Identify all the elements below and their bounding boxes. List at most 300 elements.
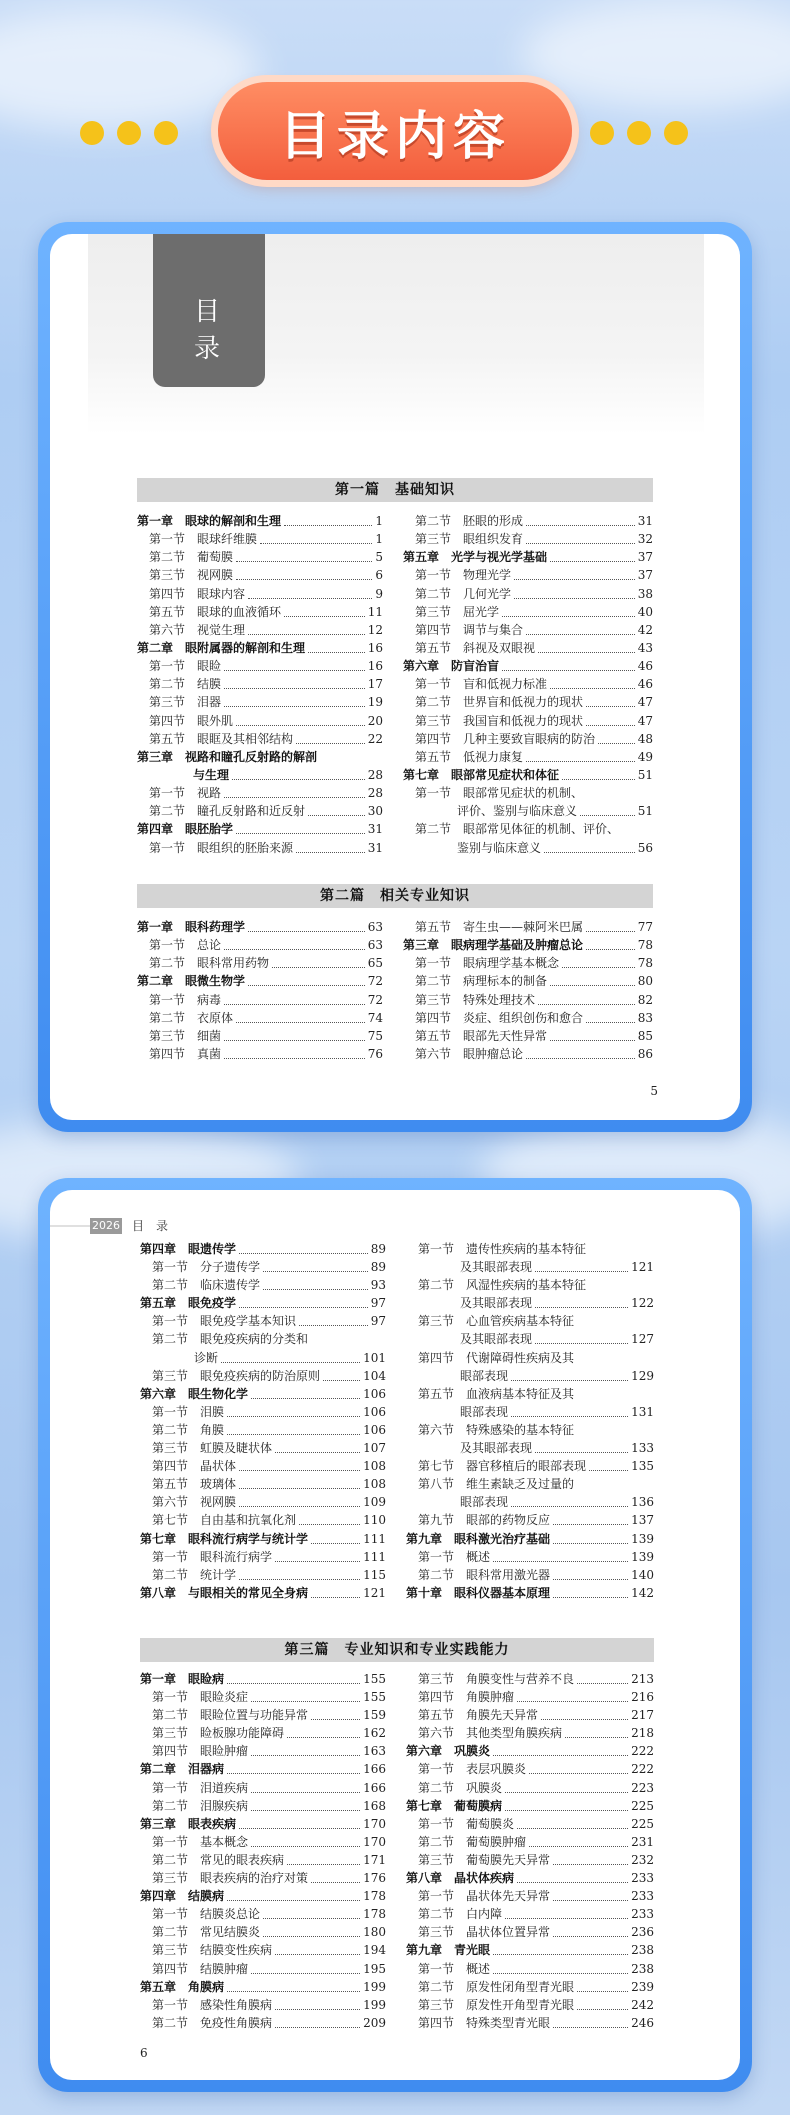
leader-dots <box>224 1022 365 1041</box>
toc-column <box>403 512 653 857</box>
leader-dots <box>239 1452 360 1471</box>
leader-dots <box>236 707 365 726</box>
leader-dots <box>308 797 365 816</box>
leader-dots <box>598 725 635 744</box>
entry-title: 第五节 眼眶及其相邻结构 <box>149 731 294 746</box>
entry-title: 第六节 其他类型角膜疾病 <box>418 1726 563 1741</box>
toc-section-entry <box>406 1403 654 1421</box>
leader-dots <box>526 525 635 544</box>
toc-section-entry <box>406 1457 654 1475</box>
entry-title: 第三节 细菌 <box>149 1028 222 1043</box>
leader-dots <box>248 967 365 986</box>
entry-title: 第六章 巩膜炎 <box>406 1744 491 1759</box>
entry-title: 第五节 血液病基本特征及其 <box>418 1386 575 1401</box>
leader-dots <box>517 1683 628 1702</box>
leader-dots <box>526 616 635 635</box>
entry-title: 第一节 眼免疫学基本知识 <box>152 1314 297 1329</box>
leader-dots <box>236 543 372 562</box>
entry-page-number: 42 <box>637 622 653 637</box>
entry-page-number: 225 <box>631 1816 654 1831</box>
page-number: 5 <box>650 1084 658 1098</box>
decorative-dot <box>117 121 141 145</box>
entry-title: 第四节 眼球内容 <box>149 586 246 601</box>
leader-dots <box>263 1918 360 1937</box>
leader-dots <box>553 1918 628 1937</box>
entry-title: 评价、鉴别与临床意义 <box>457 804 578 819</box>
entry-title: 第二节 原发性闭角型青光眼 <box>418 1979 575 1994</box>
leader-dots <box>505 1792 628 1811</box>
entry-page-number: 89 <box>370 1242 386 1256</box>
entry-title: 第四节 晶状体 <box>152 1459 237 1474</box>
entry-page-number: 166 <box>363 1762 386 1777</box>
entry-title: 诊断 <box>194 1350 219 1365</box>
leader-dots <box>586 931 635 950</box>
leader-dots <box>526 743 635 762</box>
decorative-dot <box>590 121 614 145</box>
entry-title: 第二章 泪器病 <box>140 1762 225 1777</box>
leader-dots <box>239 1810 360 1829</box>
leader-dots <box>299 1506 360 1525</box>
entry-page-number: 106 <box>363 1386 386 1401</box>
leader-dots <box>232 761 365 780</box>
entry-title: 第六节 特殊感染的基本特征 <box>418 1422 575 1437</box>
entry-title: 第五节 眼球的血液循环 <box>149 604 282 619</box>
entry-page-number: 78 <box>637 938 653 953</box>
entry-title: 及其眼部表现 <box>460 1296 533 1311</box>
leader-dots <box>493 1543 628 1562</box>
entry-title: 第一章 眼科药理学 <box>137 920 246 934</box>
entry-title: 第三节 原发性开角型青光眼 <box>418 1997 575 2012</box>
entry-page-number: 75 <box>367 1028 383 1043</box>
leader-dots <box>529 1828 628 1847</box>
entry-page-number: 131 <box>631 1404 654 1419</box>
entry-page-number: 178 <box>363 1889 386 1904</box>
leader-dots <box>275 2009 360 2028</box>
entry-page-number: 233 <box>631 1907 654 1922</box>
entry-title: 第一节 概述 <box>418 1549 491 1564</box>
leader-dots <box>323 1362 360 1381</box>
entry-title: 第一节 结膜炎总论 <box>152 1907 261 1922</box>
entry-page-number: 93 <box>370 1278 386 1293</box>
entry-title: 第二节 常见的眼表疾病 <box>152 1852 285 1867</box>
toc-section-entry <box>137 839 383 857</box>
entry-title: 第六节 视觉生理 <box>149 622 246 637</box>
entry-title: 第二节 风湿性疾病的基本特征 <box>418 1278 587 1293</box>
entry-page-number: 242 <box>631 1997 654 2012</box>
leader-dots <box>553 1882 628 1901</box>
leader-dots <box>272 949 365 968</box>
entry-title: 第一节 眼睑 <box>149 659 222 674</box>
entry-page-number: 47 <box>637 713 653 728</box>
entry-title: 第三节 视网膜 <box>149 568 234 583</box>
entry-title: 第三节 眼免疫疾病的防治原则 <box>152 1368 321 1383</box>
toc-section-entry <box>406 1330 654 1348</box>
toc-chapter-entry <box>140 1584 386 1602</box>
leader-dots <box>550 670 635 689</box>
entry-page-number: 101 <box>363 1350 386 1365</box>
entry-title: 第一节 泪道疾病 <box>152 1780 249 1795</box>
leader-dots <box>538 986 635 1005</box>
entry-page-number: 163 <box>363 1744 386 1759</box>
leader-dots <box>589 1452 628 1471</box>
entry-page-number: 17 <box>367 677 383 692</box>
entry-page-number: 46 <box>637 659 653 674</box>
entry-title: 第一节 基本概念 <box>152 1834 249 1849</box>
entry-page-number: 16 <box>367 659 383 674</box>
leader-dots <box>275 1434 360 1453</box>
leader-dots <box>239 1488 360 1507</box>
entry-page-number: 110 <box>363 1513 386 1528</box>
entry-page-number: 30 <box>367 804 383 819</box>
entry-page-number: 108 <box>363 1459 386 1474</box>
leader-dots <box>535 1325 628 1344</box>
entry-title: 第七章 葡萄膜病 <box>406 1798 503 1813</box>
entry-title: 第九章 眼科激光治疗基础 <box>406 1531 551 1546</box>
entry-title: 第三节 泪器 <box>149 695 222 710</box>
leader-dots <box>511 1488 628 1507</box>
leader-dots <box>221 1344 360 1363</box>
entry-page-number: 170 <box>363 1816 386 1831</box>
entry-title: 第二节 临床遗传学 <box>152 1278 261 1293</box>
leader-dots <box>580 797 635 816</box>
leader-dots <box>236 1004 365 1023</box>
entry-page-number: 11 <box>367 604 383 619</box>
leader-dots <box>251 1737 360 1756</box>
entry-title: 第一节 晶状体先天异常 <box>418 1889 551 1904</box>
leader-dots <box>311 1579 360 1598</box>
leader-dots <box>224 688 365 707</box>
header-rule <box>50 1225 90 1227</box>
entry-page-number: 222 <box>631 1762 654 1777</box>
entry-page-number: 107 <box>363 1441 386 1456</box>
toc-section-entry <box>403 802 653 820</box>
entry-page-number: 28 <box>367 767 383 782</box>
entry-page-number: 47 <box>637 695 653 710</box>
entry-page-number: 140 <box>631 1567 654 1582</box>
entry-page-number: 65 <box>367 956 383 971</box>
leader-dots <box>251 1683 360 1702</box>
entry-page-number: 176 <box>363 1871 386 1886</box>
leader-dots <box>553 1525 628 1544</box>
toc-chapter-entry <box>403 766 653 784</box>
part-title: 第三篇 专业知识和专业实践能力 <box>140 1638 654 1662</box>
entry-title: 第四章 眼遗传学 <box>140 1242 237 1256</box>
entry-page-number: 142 <box>631 1585 654 1600</box>
entry-page-number: 162 <box>363 1726 386 1741</box>
entry-page-number: 43 <box>637 640 653 655</box>
leader-dots <box>535 1253 628 1272</box>
leader-dots <box>239 1235 368 1254</box>
leader-dots <box>553 1846 628 1865</box>
leader-dots <box>535 1289 628 1308</box>
entry-page-number: 32 <box>637 532 653 547</box>
leader-dots <box>263 1900 360 1919</box>
entry-title: 第七节 器官移植后的眼部表现 <box>418 1459 587 1474</box>
leader-dots <box>493 1955 628 1974</box>
entry-title: 第三节 特殊处理技术 <box>415 992 536 1007</box>
entry-title: 第三节 心血管疾病基本特征 <box>418 1314 575 1329</box>
entry-title: 第二节 几何光学 <box>415 586 512 601</box>
toc-page-card <box>38 222 752 1132</box>
entry-page-number: 121 <box>631 1260 654 1275</box>
entry-title: 第一节 眼睑炎症 <box>152 1690 249 1705</box>
entry-page-number: 216 <box>631 1690 654 1705</box>
leader-dots <box>248 616 365 635</box>
entry-page-number: 122 <box>631 1296 654 1311</box>
leader-dots <box>577 1991 628 2010</box>
entry-page-number: 178 <box>363 1907 386 1922</box>
toc-column <box>140 1670 386 2032</box>
toc-page <box>50 1190 740 2080</box>
entry-title: 第四节 眼睑肿瘤 <box>152 1744 249 1759</box>
entry-title: 眼部表现 <box>460 1404 509 1419</box>
leader-dots <box>565 1719 628 1738</box>
entry-title: 第二节 葡萄膜 <box>149 550 234 565</box>
entry-title: 第五节 寄生虫——棘阿米巴属 <box>415 920 584 934</box>
entry-page-number: 199 <box>363 1997 386 2012</box>
part-title: 第二篇 相关专业知识 <box>137 884 653 908</box>
toc-section-entry <box>403 839 653 857</box>
entry-page-number: 89 <box>370 1260 386 1275</box>
leader-dots <box>514 580 635 599</box>
leader-dots <box>308 634 365 653</box>
decorative-dot <box>154 121 178 145</box>
entry-page-number: 16 <box>367 640 383 655</box>
leader-dots <box>227 1973 360 1992</box>
entry-title: 第二节 眼科常用激光器 <box>418 1567 551 1582</box>
leader-dots <box>529 1755 628 1774</box>
entry-page-number: 135 <box>631 1459 654 1474</box>
entry-page-number: 246 <box>631 2015 654 2030</box>
entry-title: 鉴别与临床意义 <box>457 840 542 855</box>
leader-dots <box>562 949 635 968</box>
leader-dots <box>284 507 372 526</box>
entry-title: 第一节 概述 <box>418 1961 491 1976</box>
entry-page-number: 86 <box>637 1046 653 1061</box>
entry-title: 第二节 胚眼的形成 <box>415 514 524 528</box>
leader-dots <box>511 1362 628 1381</box>
leader-dots <box>263 1271 368 1290</box>
leader-dots <box>502 652 635 671</box>
leader-dots <box>224 779 365 798</box>
entry-page-number: 20 <box>367 713 383 728</box>
entry-page-number: 19 <box>367 695 383 710</box>
entry-title: 第四节 结膜肿瘤 <box>152 1961 249 1976</box>
entry-title: 第二节 泪腺疾病 <box>152 1798 249 1813</box>
leader-dots <box>517 1864 628 1883</box>
leader-dots <box>263 1253 368 1272</box>
entry-title: 第五节 斜视及双眼视 <box>415 640 536 655</box>
entry-title: 第三节 眼表疾病的治疗对策 <box>152 1871 309 1886</box>
entry-title: 第一节 遗传性疾病的基本特征 <box>418 1242 587 1256</box>
entry-title: 第二节 眼免疫疾病的分类和 <box>152 1332 309 1347</box>
leader-dots <box>224 670 365 689</box>
leader-dots <box>239 1470 360 1489</box>
entry-title: 第五节 角膜先天异常 <box>418 1708 539 1723</box>
leader-dots <box>224 931 365 950</box>
entry-page-number: 133 <box>631 1441 654 1456</box>
entry-page-number: 40 <box>637 604 653 619</box>
entry-page-number: 106 <box>363 1422 386 1437</box>
entry-title: 第三节 屈光学 <box>415 604 500 619</box>
entry-title: 第五章 角膜病 <box>140 1979 225 1994</box>
entry-page-number: 12 <box>367 622 383 637</box>
entry-page-number: 1 <box>375 532 383 547</box>
leader-dots <box>260 525 372 544</box>
entry-page-number: 195 <box>363 1961 386 1976</box>
entry-page-number: 239 <box>631 1979 654 1994</box>
entry-title: 及其眼部表现 <box>460 1332 533 1347</box>
leader-dots <box>541 1701 628 1720</box>
entry-page-number: 155 <box>363 1672 386 1686</box>
entry-page-number: 76 <box>367 1046 383 1061</box>
toc-header-tab: 目 录 <box>153 234 265 387</box>
toc-section-entry <box>406 1258 654 1276</box>
entry-title: 第二节 白内障 <box>418 1907 503 1922</box>
running-page-number: 2026 <box>92 1219 120 1232</box>
leader-dots <box>577 1973 628 1992</box>
entry-page-number: 38 <box>637 586 653 601</box>
leader-dots <box>535 1434 628 1453</box>
leader-dots <box>550 1022 635 1041</box>
entry-title: 第一节 眼科流行病学 <box>152 1549 273 1564</box>
leader-dots <box>299 1307 368 1326</box>
entry-page-number: 37 <box>637 568 653 583</box>
entry-title: 第二节 世界盲和低视力的现状 <box>415 695 584 710</box>
leader-dots <box>227 1416 360 1435</box>
toc-column <box>406 1670 654 2032</box>
entry-title: 第二节 常见结膜炎 <box>152 1925 261 1940</box>
leader-dots <box>553 1506 628 1525</box>
entry-title: 第一节 感染性角膜病 <box>152 1997 273 2012</box>
leader-dots <box>239 1561 360 1580</box>
leader-dots <box>284 598 365 617</box>
leader-dots <box>586 688 635 707</box>
toc-section-entry <box>406 2014 654 2032</box>
entry-title: 第四节 眼外肌 <box>149 713 234 728</box>
toc-section-entry <box>137 1045 383 1063</box>
entry-title: 第一节 物理光学 <box>415 568 512 583</box>
leader-dots <box>586 913 635 932</box>
running-title: 目 录 <box>132 1219 169 1233</box>
toc-column <box>137 512 383 857</box>
entry-page-number: 217 <box>631 1708 654 1723</box>
entry-page-number: 31 <box>367 822 383 837</box>
leader-dots <box>227 1755 360 1774</box>
leader-dots <box>227 1882 360 1901</box>
leader-dots <box>505 1900 628 1919</box>
entry-title: 第九节 眼部的药物反应 <box>418 1513 551 1528</box>
leader-dots <box>514 561 635 580</box>
entry-title: 第二节 瞳孔反射路和近反射 <box>149 804 306 819</box>
entry-page-number: 238 <box>631 1961 654 1976</box>
entry-title: 第三章 眼病理学基础及肿瘤总论 <box>403 938 584 953</box>
entry-page-number: 5 <box>375 550 383 565</box>
entry-title: 第一章 眼球的解剖和生理 <box>137 514 282 528</box>
entry-page-number: 232 <box>631 1852 654 1867</box>
leader-dots <box>538 634 635 653</box>
entry-page-number: 97 <box>370 1314 386 1329</box>
entry-page-number: 225 <box>631 1798 654 1813</box>
entry-page-number: 31 <box>637 514 653 528</box>
entry-title: 第三节 睑板腺功能障碍 <box>152 1726 285 1741</box>
entry-title: 第一节 眼病理学基本概念 <box>415 956 560 971</box>
running-header <box>50 1218 690 1234</box>
entry-page-number: 231 <box>631 1834 654 1849</box>
entry-title: 第三节 晶状体位置异常 <box>418 1925 551 1940</box>
leader-dots <box>224 1040 365 1059</box>
entry-title: 及其眼部表现 <box>460 1260 533 1275</box>
entry-page-number: 97 <box>370 1296 386 1311</box>
entry-title: 第一节 总论 <box>149 938 222 953</box>
entry-page-number: 155 <box>363 1690 386 1705</box>
leader-dots <box>251 1828 360 1847</box>
entry-title: 第一节 表层巩膜炎 <box>418 1762 527 1777</box>
entry-page-number: 236 <box>631 1925 654 1940</box>
decorative-dot <box>664 121 688 145</box>
entry-title: 第七章 眼部常见症状和体征 <box>403 767 560 782</box>
toc-page <box>50 234 740 1120</box>
leader-dots <box>550 543 635 562</box>
entry-page-number: 129 <box>631 1368 654 1383</box>
entry-title: 第六章 防盲治盲 <box>403 659 500 674</box>
entry-title: 第五节 眼部先天性异常 <box>415 1028 548 1043</box>
entry-page-number: 78 <box>637 956 653 971</box>
leader-dots <box>239 1289 368 1308</box>
entry-title: 第二节 眼部常见体征的机制、评价、 <box>415 822 620 837</box>
entry-title: 第三节 我国盲和低视力的现状 <box>415 713 584 728</box>
entry-page-number: 159 <box>363 1708 386 1723</box>
leader-dots <box>586 1004 635 1023</box>
toc-section-entry <box>137 730 383 748</box>
entry-page-number: 222 <box>631 1744 654 1759</box>
entry-title: 第二节 巩膜炎 <box>418 1780 503 1795</box>
toc-column <box>140 1240 386 1602</box>
entry-title: 第四节 角膜肿瘤 <box>418 1690 515 1705</box>
leader-dots <box>311 1864 360 1883</box>
entry-title: 第八节 维生素缺乏及过量的 <box>418 1477 575 1492</box>
leader-dots <box>553 1561 628 1580</box>
entry-title: 第四节 代谢障碍性疾病及其 <box>418 1350 575 1365</box>
entry-page-number: 213 <box>631 1672 654 1686</box>
entry-title: 第六节 眼肿瘤总论 <box>415 1046 524 1061</box>
entry-title: 第四节 特殊类型青光眼 <box>418 2015 551 2030</box>
entry-page-number: 106 <box>363 1404 386 1419</box>
leader-dots <box>502 598 635 617</box>
entry-page-number: 72 <box>367 974 383 989</box>
leader-dots <box>553 1579 628 1598</box>
entry-title: 第一节 视路 <box>149 786 222 801</box>
entry-page-number: 127 <box>631 1332 654 1347</box>
entry-title: 第一节 眼球纤维膜 <box>149 532 258 547</box>
entry-page-number: 56 <box>637 840 653 855</box>
leader-dots <box>275 1936 360 1955</box>
entry-page-number: 37 <box>637 550 653 565</box>
leader-dots <box>296 725 365 744</box>
entry-title: 第二节 眼睑位置与功能异常 <box>152 1708 309 1723</box>
leader-dots <box>553 2009 628 2028</box>
entry-title: 眼部表现 <box>460 1368 509 1383</box>
leader-dots <box>236 561 372 580</box>
leader-dots <box>493 1936 628 1955</box>
entry-page-number: 1 <box>375 514 383 528</box>
leader-dots <box>251 1792 360 1811</box>
toc-column <box>137 918 383 1063</box>
leader-dots <box>296 834 365 853</box>
entry-title: 第三节 眼组织发育 <box>415 532 524 547</box>
entry-page-number: 180 <box>363 1925 386 1940</box>
leader-dots <box>224 986 365 1005</box>
